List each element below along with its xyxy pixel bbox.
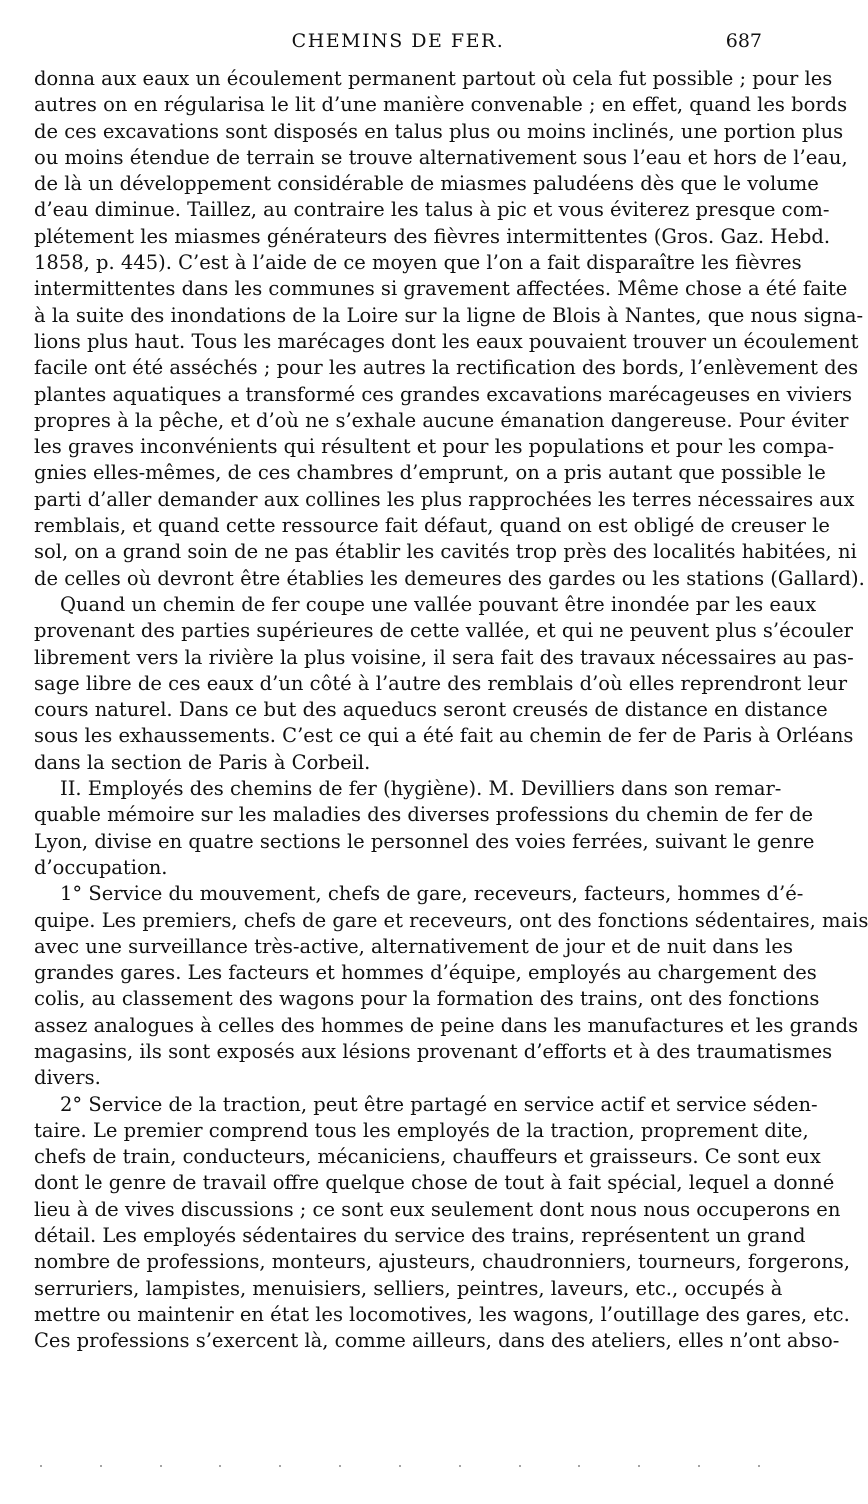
text-line: remblais, et quand cette ressource fait défaut, quand on est obligé de creuser le: [34, 514, 830, 538]
speck: [459, 1465, 461, 1467]
text-line: donna aux eaux un écoulement permanent partout où cela fut possible ; pour les: [34, 67, 833, 90]
speck: [219, 1465, 221, 1467]
speck: [100, 1465, 102, 1467]
text-line: grandes gares. Les facteurs et hommes d’équipe, employés au chargement des: [34, 961, 817, 985]
text-line: intermittentes dans les communes si gravement affectées. Même chose a été faite: [34, 277, 848, 301]
text-line: de celles où devront être établies les demeures des gardes ou les stations (Gallard).: [34, 566, 865, 590]
speck: [758, 1465, 760, 1467]
speck: [519, 1465, 521, 1467]
text-line: d’eau diminue. Taillez, au contraire les talus à pic et vous éviterez presque com-: [34, 198, 830, 222]
text-line: gnies elles-mêmes, de ces chambres d’emprunt, on a pris autant que possible le: [34, 461, 826, 485]
text-line: plétement les miasmes générateurs des fièvres intermittentes (Gros. Gaz. Hebd.: [34, 224, 831, 248]
text-line: mettre ou maintenir en état les locomotives, les wagons, l’outillage des gares, etc.: [34, 1302, 850, 1326]
text-line: quable mémoire sur les maladies des diverses professions du chemin de fer de: [34, 803, 814, 827]
speck: [698, 1465, 700, 1467]
text-line: lions plus haut. Tous les marécages dont les eaux pouvaient trouver un écoulement: [34, 329, 859, 353]
text-line: chefs de train, conducteurs, mécaniciens, chauffeurs et graisseurs. Ce sont eux: [34, 1145, 821, 1169]
text-line: parti d’aller demander aux collines les plus rapprochées les terres nécessaires aux: [34, 487, 855, 511]
text-line: 2° Service de la traction, peut être partagé en service actif et service séden-: [60, 1092, 818, 1116]
text-line: lieu à de vives discussions ; ce sont eux seulement dont nous nous occuperons en: [34, 1197, 841, 1221]
text-line: 1858, p. 445). C’est à l’aide de ce moyen que l’on a fait disparaître les fièvres: [34, 251, 802, 275]
text-line: magasins, ils sont exposés aux lésions provenant d’efforts et à des traumatismes: [34, 1039, 833, 1063]
text-line: nombre de professions, monteurs, ajusteurs, chaudronniers, tourneurs, forgerons,: [34, 1250, 850, 1274]
speck: [160, 1465, 162, 1467]
text-line: facile ont été asséchés ; pour les autres la rectification des bords, l’enlèvement des: [34, 356, 859, 380]
text-line: de là un développement considérable de miasmes paludéens dès que le volume: [34, 172, 819, 196]
speck: [578, 1465, 580, 1467]
speck: [638, 1465, 640, 1467]
text-line: détail. Les employés sédentaires du service des trains, représentent un grand: [34, 1224, 806, 1248]
text-line: serruriers, lampistes, menuisiers, selliers, peintres, laveurs, etc., occupés à: [34, 1276, 783, 1300]
text-line: plantes aquatiques a transformé ces grandes excavations marécageuses en viviers: [34, 382, 853, 406]
text-line: assez analogues à celles des hommes de peine dans les manufactures et les grands: [34, 1013, 859, 1037]
text-line: à la suite des inondations de la Loire sur la ligne de Blois à Nantes, que nous signa-: [34, 303, 864, 327]
text-line: ou moins étendue de terrain se trouve alternativement sous l’eau et hors de l’eau,: [34, 145, 848, 169]
text-line: autres on en régularisa le lit d’une manière convenable ; en effet, quand les bords: [34, 93, 848, 117]
text-line: avec une surveillance très-active, alternativement de jour et de nuit dans les: [34, 934, 793, 958]
text-line: librement vers la rivière la plus voisine, il sera fait des travaux nécessaires au pas-: [34, 645, 854, 669]
page-header: [34, 30, 762, 60]
text-line: propres à la pêche, et d’où ne s’exhale aucune émanation dangereuse. Pour éviter: [34, 408, 849, 432]
text-line: colis, au classement des wagons pour la formation des trains, ont des fonctions: [34, 987, 820, 1011]
text-line: les graves inconvénients qui résultent et pour les populations et pour les compa-: [34, 435, 835, 459]
text-line: II. Employés des chemins de fer (hygiène). M. Devilliers dans son remar-: [60, 777, 782, 801]
text-line: Lyon, divise en quatre sections le personnel des voies ferrées, suivant le genre: [34, 829, 815, 853]
speck: [339, 1465, 341, 1467]
text-line: 1° Service du mouvement, chefs de gare, receveurs, facteurs, hommes d’é-: [60, 882, 804, 906]
print-specks: [40, 1465, 760, 1469]
running-title: CHEMINS DE FER.: [291, 30, 505, 52]
text-line: de ces excavations sont disposés en talus plus ou moins inclinés, une portion plus: [34, 119, 844, 143]
text-line: cours naturel. Dans ce but des aqueducs seront creusés de distance en distance: [34, 698, 828, 722]
text-line: Ces professions s’exercent là, comme ailleurs, dans des ateliers, elles n’ont abso-: [34, 1329, 840, 1353]
text-line: d’occupation.: [34, 855, 168, 879]
text-line: dont le genre de travail offre quelque chose de tout à fait spécial, lequel a donné: [34, 1171, 835, 1195]
body-text: [34, 66, 868, 1355]
page-number: 687: [725, 30, 762, 52]
text-line: sol, on a grand soin de ne pas établir les cavités trop près des localités habitées, ni: [34, 540, 857, 564]
text-line: quipe. Les premiers, chefs de gare et receveurs, ont des fonctions sédentaires, mais: [34, 908, 868, 932]
speck: [40, 1465, 42, 1467]
speck: [399, 1465, 401, 1467]
text-line: dans la section de Paris à Corbeil.: [34, 750, 371, 774]
text-line: divers.: [34, 1066, 101, 1090]
speck: [279, 1465, 281, 1467]
text-line: sage libre de ces eaux d’un côté à l’autre des remblais d’où elles reprendront leur: [34, 671, 848, 695]
text-line: sous les exhaussements. C’est ce qui a été fait au chemin de fer de Paris à Orléans: [34, 724, 854, 748]
text-line: taire. Le premier comprend tous les employés de la traction, proprement dite,: [34, 1118, 809, 1142]
text-line: provenant des parties supérieures de cette vallée, et qui ne peuvent plus s’écouler: [34, 619, 853, 643]
text-line: Quand un chemin de fer coupe une vallée pouvant être inondée par les eaux: [60, 592, 817, 616]
